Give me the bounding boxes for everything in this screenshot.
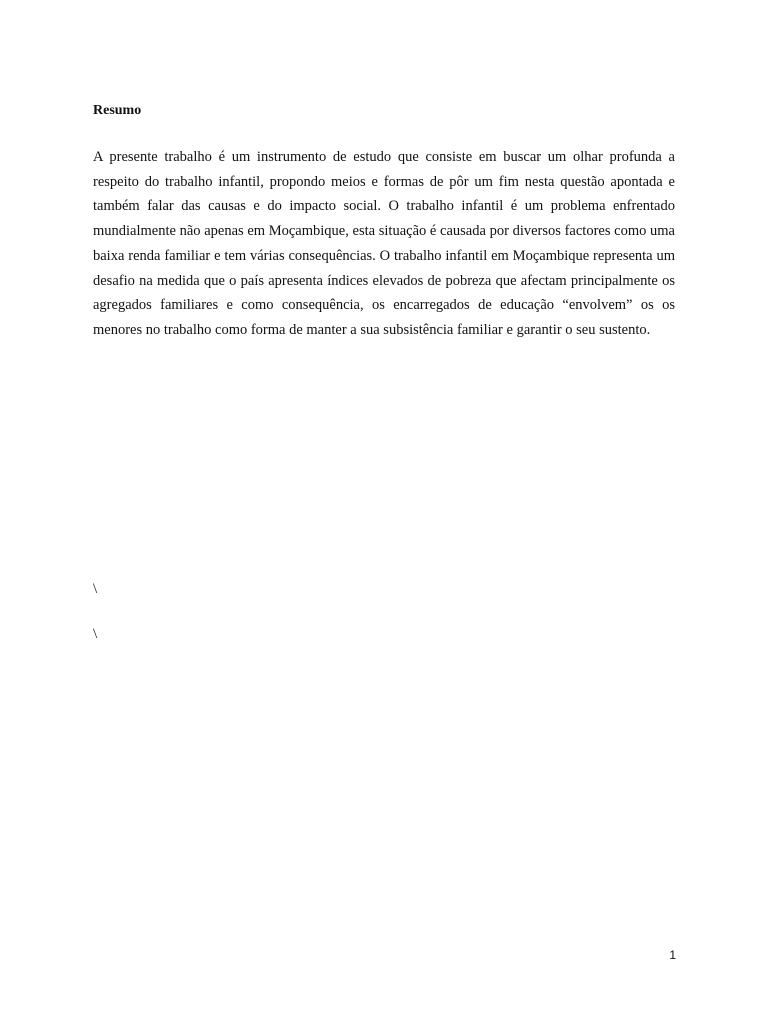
abstract-paragraph: A presente trabalho é um instrumento de estudo que consiste em buscar um olhar profunda a respeito do trabalho infantil, propondo meios e formas de pôr um fim nesta questão apontada e também falar das causas e do impacto social. O trabalho infantil é um problema enfrentado mundialmente não apenas em Moçambique, esta situação é causada por diversos factores como uma baixa renda familiar e tem várias consequências. O trabalho infantil em Moçambique representa um desafio na medida que o país apresenta índices elevados de pobreza que afectam principalmente os agregados familiares e como consequência, os encarregados de educação “envolvem” os os menores no trabalho como forma de manter a sua subsistência familiar e garantir o seu sustento. [93, 149, 675, 338]
backslash-mark: \ [93, 581, 98, 597]
section-heading: Resumo [93, 103, 142, 118]
page-number: 1 [669, 948, 676, 962]
backslash-mark: \ [93, 626, 98, 642]
